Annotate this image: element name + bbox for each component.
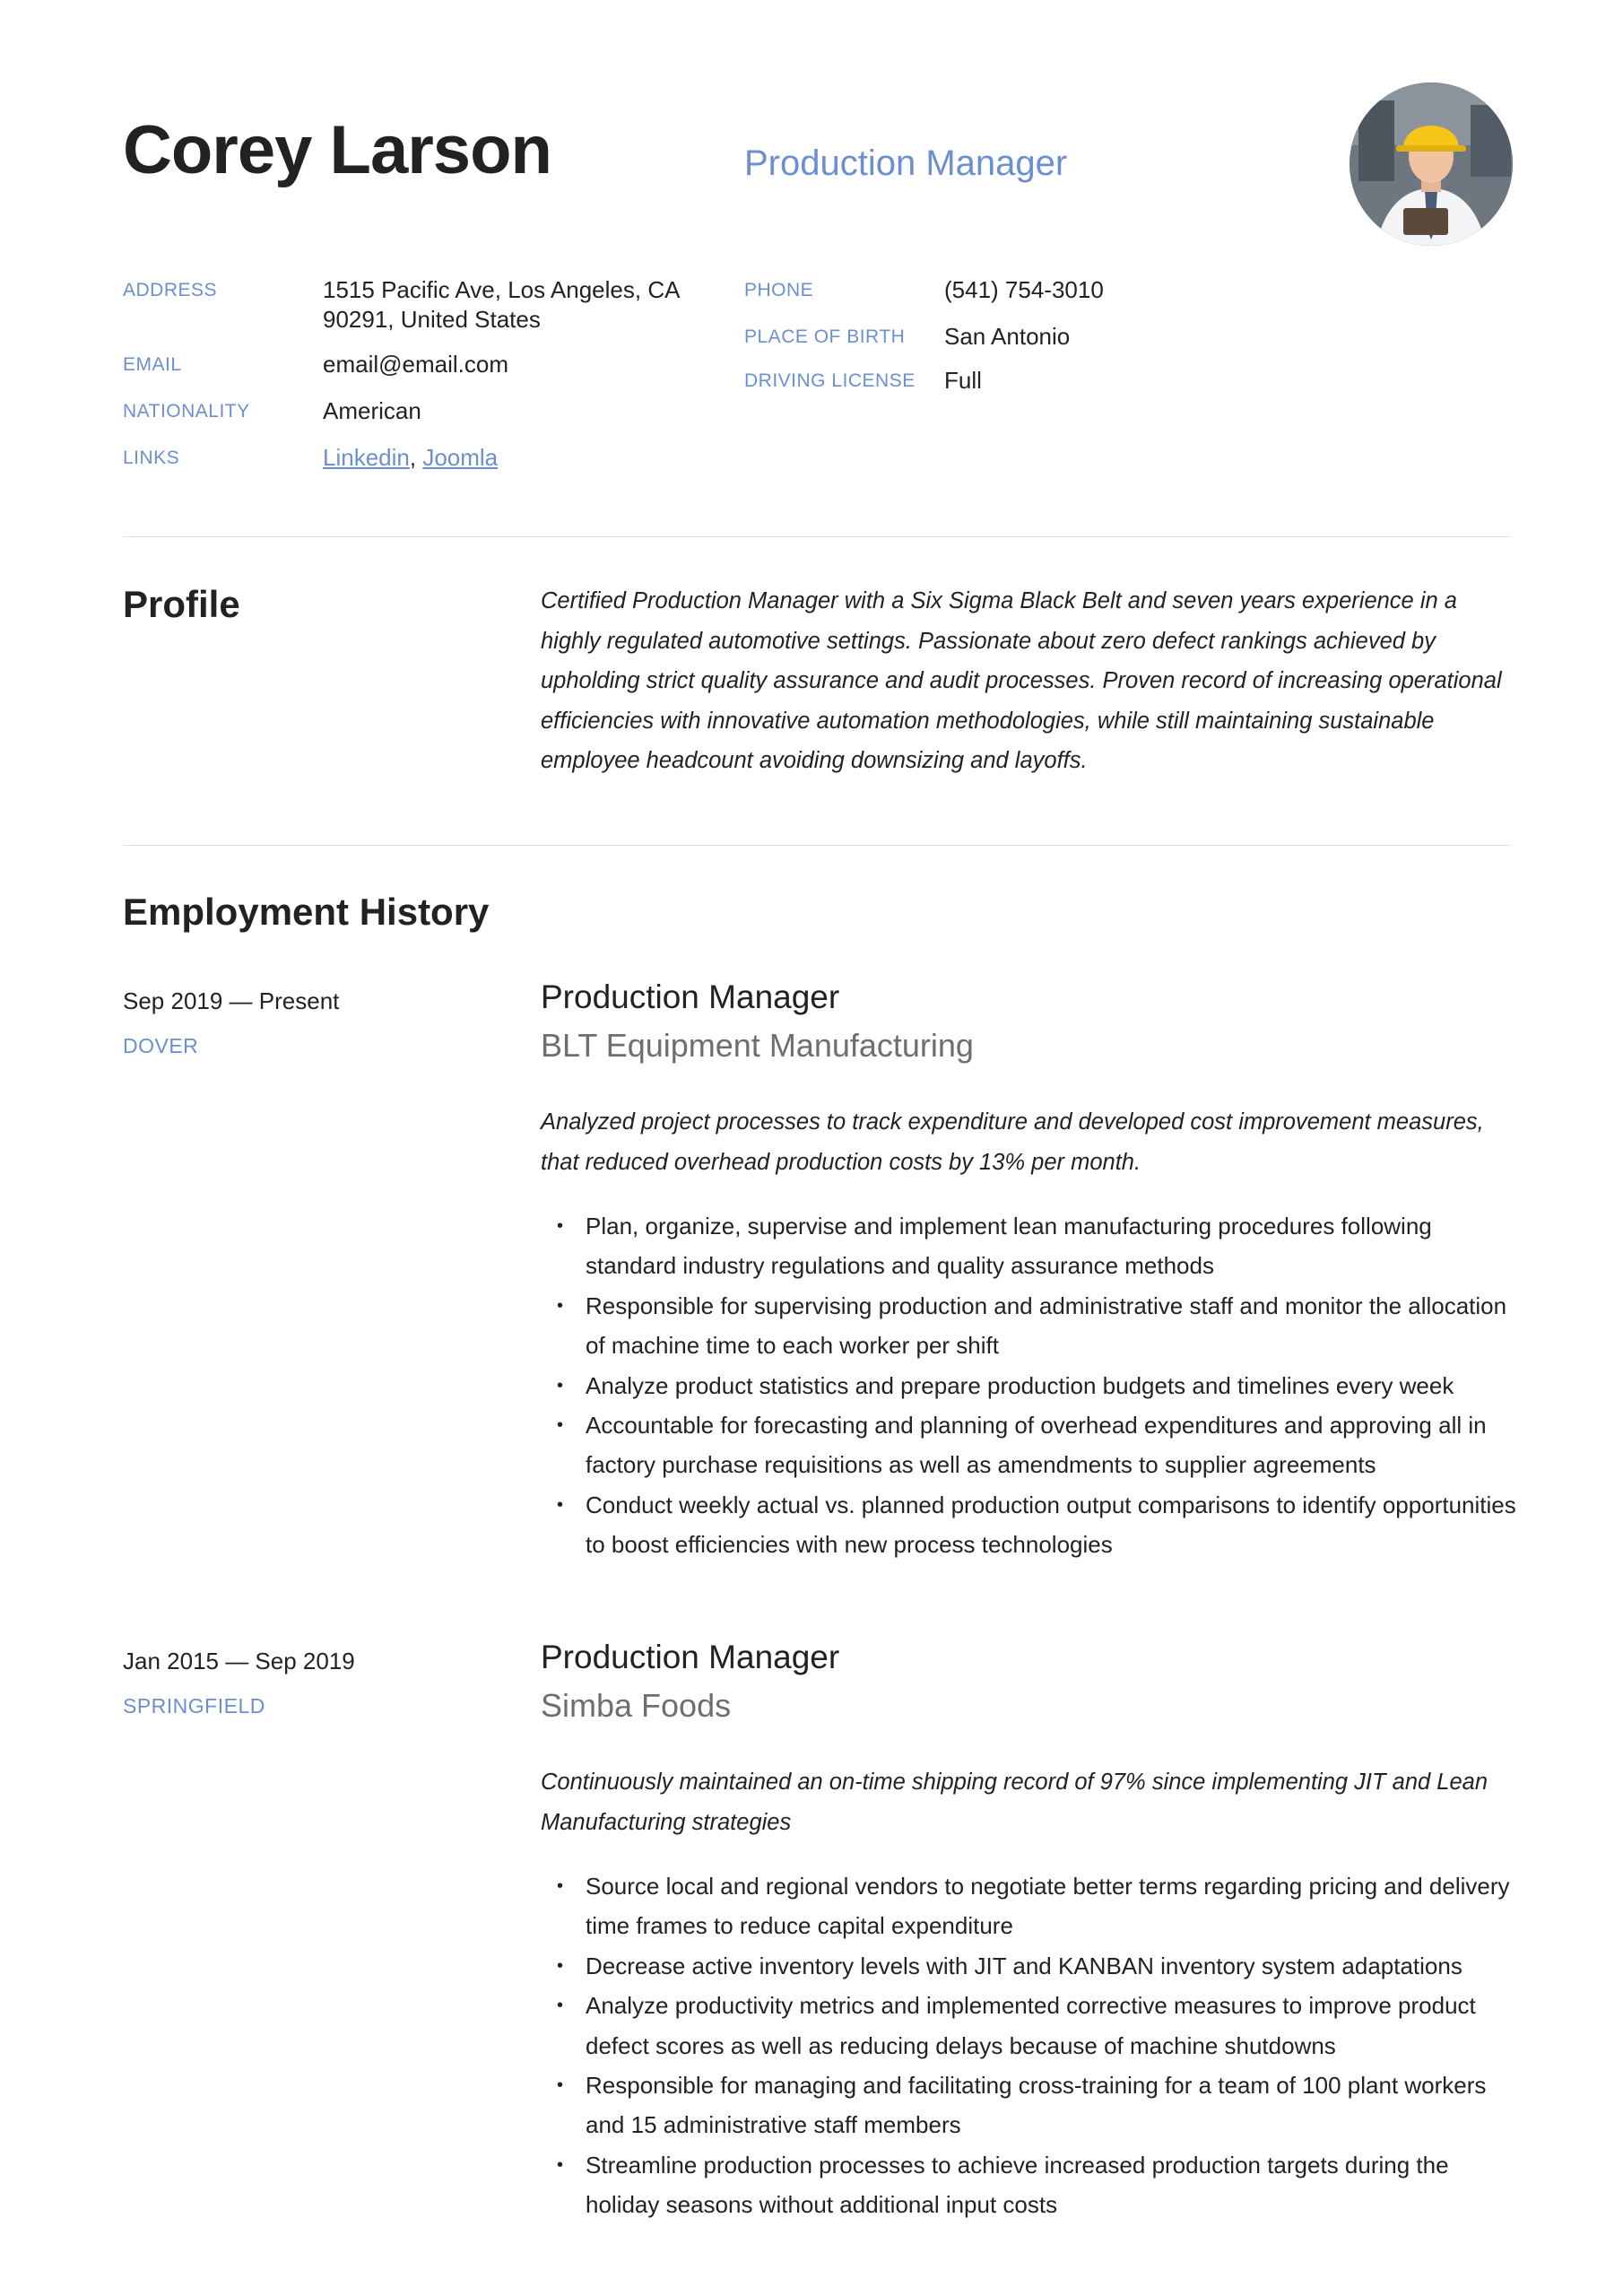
job-bullets	[541, 1206, 1520, 1565]
list-item: • Decrease active inventory levels with JIT and KANBAN inventory system adaptations	[557, 1952, 1462, 1979]
email-label: EMAIL	[123, 354, 182, 375]
email-value: email@email.com	[323, 351, 508, 378]
address-line-2: 90291, United States	[323, 306, 541, 333]
links-value	[323, 443, 498, 473]
birth-value: San Antonio	[944, 323, 1071, 350]
candidate-job-title: Production Manager	[744, 144, 1068, 183]
job-dates: Sep 2019 — Present	[123, 987, 340, 1014]
list-item: • Plan, organize, supervise and implement lean manufacturing procedures following standard industry regulations and quality assurance methods	[557, 1213, 1432, 1280]
profile-summary: Certified Production Manager with a Six Sigma Black Belt and seven years experience in a highly regulated automotive settings. Passionate about zero defect rankings achieved by upholding strict quality assurance and audit processes. Proven record of increasing operational efficiencies with innovative automation methodologies, while still maintaining sustainable employee headcount avoiding downsizing and layoffs.	[541, 588, 1502, 773]
birth-label: PLACE OF BIRTH	[744, 326, 906, 347]
profile-heading: Profile	[123, 583, 240, 625]
job-summary: Analyzed project processes to track expenditure and developed cost improvement measures, that reduced overhead production costs by 13% per month.	[541, 1109, 1484, 1175]
job-summary: Continuously maintained an on-time shipping record of 97% since implementing JIT and Lean Manufacturing strategies	[541, 1770, 1488, 1835]
list-item: • Source local and regional vendors to negotiate better terms regarding pricing and delivery time frames to reduce capital expenditure	[557, 1873, 1510, 1940]
job-company: Simba Foods	[541, 1687, 732, 1724]
list-item: • Accountable for forecasting and planning of overhead expenditures and approving all in factory purchase requisitions as well as amendments to supplier agreements	[557, 1412, 1487, 1479]
candidate-name: Corey Larson	[123, 112, 551, 188]
license-label: DRIVING LICENSE	[744, 370, 916, 391]
nationality-value: American	[323, 397, 421, 424]
linkedin-link[interactable]: Linkedin	[323, 444, 410, 471]
nationality-label: NATIONALITY	[123, 401, 250, 422]
job-bullets	[541, 1866, 1520, 2225]
list-item: • Streamline production processes to achieve increased production targets during the holiday seasons without additional input costs	[557, 2151, 1449, 2219]
person-portrait-icon	[1350, 83, 1513, 246]
job-title: Production Manager	[541, 1639, 840, 1675]
address-label: ADDRESS	[123, 280, 218, 300]
links-label: LINKS	[123, 448, 180, 468]
divider	[123, 536, 1511, 537]
job-city: DOVER	[123, 1034, 199, 1057]
list-item: • Responsible for supervising production and administrative staff and monitor the allocation of machine time to each worker per shift	[557, 1292, 1507, 1360]
divider	[123, 845, 1511, 846]
list-item: • Analyze productivity metrics and implemented corrective measures to improve product defect scores as well as reducing delays because of machine shutdowns	[557, 1992, 1476, 2059]
joomla-link[interactable]: Joomla	[422, 444, 499, 471]
job-dates: Jan 2015 — Sep 2019	[123, 1648, 355, 1674]
license-value: Full	[944, 367, 982, 394]
list-item: • Conduct weekly actual vs. planned production output comparisons to identify opportunities to boost efficiencies with new process technologies	[557, 1491, 1516, 1559]
job-city: SPRINGFIELD	[123, 1694, 265, 1718]
job-company: BLT Equipment Manufacturing	[541, 1027, 974, 1064]
job-title: Production Manager	[541, 978, 840, 1015]
links-separator: ,	[409, 444, 417, 471]
phone-label: PHONE	[744, 280, 814, 300]
phone-value: (541) 754-3010	[944, 276, 1104, 303]
list-item: • Analyze product statistics and prepare production budgets and timelines every week	[557, 1371, 1454, 1399]
list-item: • Responsible for managing and facilitating cross-training for a team of 100 plant workers and 15 administrative staff members	[557, 2072, 1487, 2139]
employment-heading: Employment History	[123, 891, 490, 933]
address-line-1: 1515 Pacific Ave, Los Angeles, CA	[323, 276, 681, 303]
address-value	[323, 275, 680, 335]
